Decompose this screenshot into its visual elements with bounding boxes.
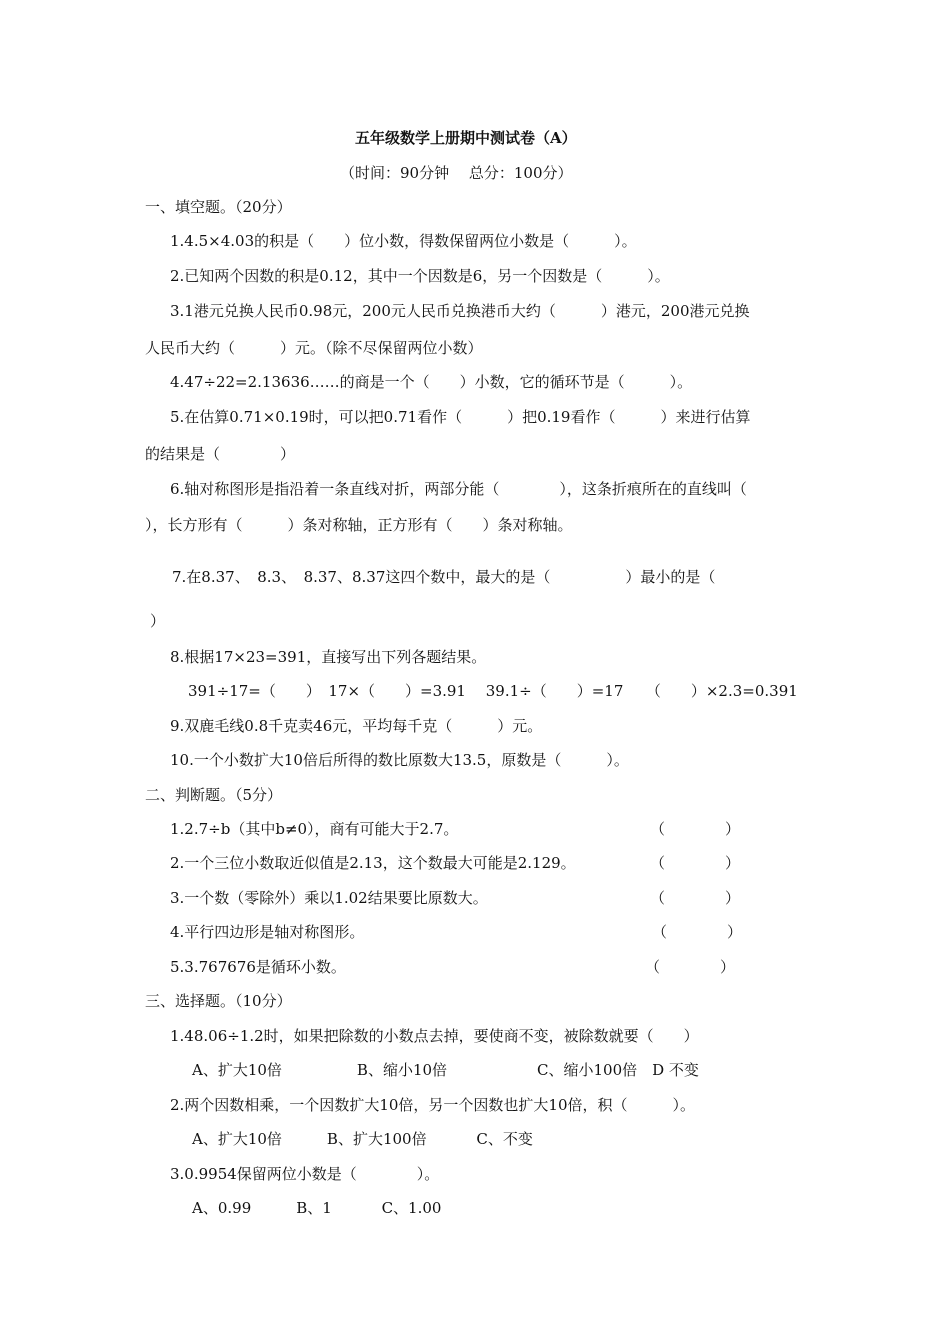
answer-bracket: （ ） [652,923,743,941]
page-subtitle: （时间：90分钟 总分：100分） [340,164,573,182]
question-line: 391÷17=（ ） 17×（ ）=3.91 39.1÷（ ）=17 （ ）×2.3=0.391 [188,682,798,700]
question-line: 1.4.5×4.03的积是（ ）位小数，得数保留两位小数是（ ）。 [170,232,637,250]
question-line: 4.47÷22=2.13636……的商是一个（ ）小数，它的循环节是（ ）。 [170,373,693,391]
question-line: 人民币大约（ ）元。（除不尽保留两位小数） [145,339,483,357]
page-title: 五年级数学上册期中测试卷（A） [355,129,577,147]
question-line: 8.根据17×23=391，直接写出下列各题结果。 [170,648,487,666]
answer-bracket: （ ） [650,820,741,838]
question-line: 3.一个数（零除外）乘以1.02结果要比原数大。 [170,889,488,907]
answer-bracket: （ ） [650,854,741,872]
answer-bracket: （ ） [645,958,736,976]
choice-options: A、0.99 B、1 C、1.00 [192,1199,442,1217]
section-heading-multiple-choice: 三、选择题。（10分） [145,992,292,1010]
question-line: 10.一个小数扩大10倍后所得的数比原数大13.5，原数是（ ）。 [170,751,629,769]
question-line: 1.48.06÷1.2时，如果把除数的小数点去掉，要使商不变，被除数就要（ ） [170,1027,699,1045]
question-line: ） [150,612,166,630]
question-line: 2.两个因数相乘，一个因数扩大10倍，另一个因数也扩大10倍，积（ ）。 [170,1096,695,1114]
question-line: 3.0.9954保留两位小数是（ ）。 [170,1165,440,1183]
choice-options: A、扩大10倍 B、扩大100倍 C、不变 [192,1130,533,1148]
question-line: 1.2.7÷b（其中b≠0），商有可能大于2.7。 [170,820,459,838]
question-line: 5.3.767676是循环小数。 [170,958,346,976]
question-line: ），长方形有（ ）条对称轴，正方形有（ ）条对称轴。 [145,516,573,534]
question-line: 6.轴对称图形是指沿着一条直线对折，两部分能（ ），这条折痕所在的直线叫（ [170,480,747,498]
question-line: 5.在估算0.71×0.19时，可以把0.71看作（ ）把0.19看作（ ）来进行估算 [170,408,751,426]
question-line: 2.一个三位小数取近似值是2.13，这个数最大可能是2.129。 [170,854,576,872]
answer-bracket: （ ） [650,889,741,907]
question-line: 9.双鹿毛线0.8千克卖46元，平均每千克（ ）元。 [170,717,543,735]
section-heading-true-false: 二、判断题。（5分） [145,786,283,804]
question-line: 的结果是（ ） [145,445,296,463]
question-line: 3.1港元兑换人民币0.98元，200元人民币兑换港币大约（ ）港元，200港元兑换 [170,302,750,320]
choice-options: A、扩大10倍 B、缩小10倍 C、缩小100倍 D 不变 [192,1061,699,1079]
section-heading-fill-blank: 一、填空题。（20分） [145,198,292,216]
question-line: 4.平行四边形是轴对称图形。 [170,923,365,941]
question-line: 2.已知两个因数的积是0.12，其中一个因数是6，另一个因数是（ ）。 [170,267,670,285]
question-line: 7.在8.37、 8.3、 8.37、8.37这四个数中，最大的是（ ）最小的是（ [172,568,716,586]
